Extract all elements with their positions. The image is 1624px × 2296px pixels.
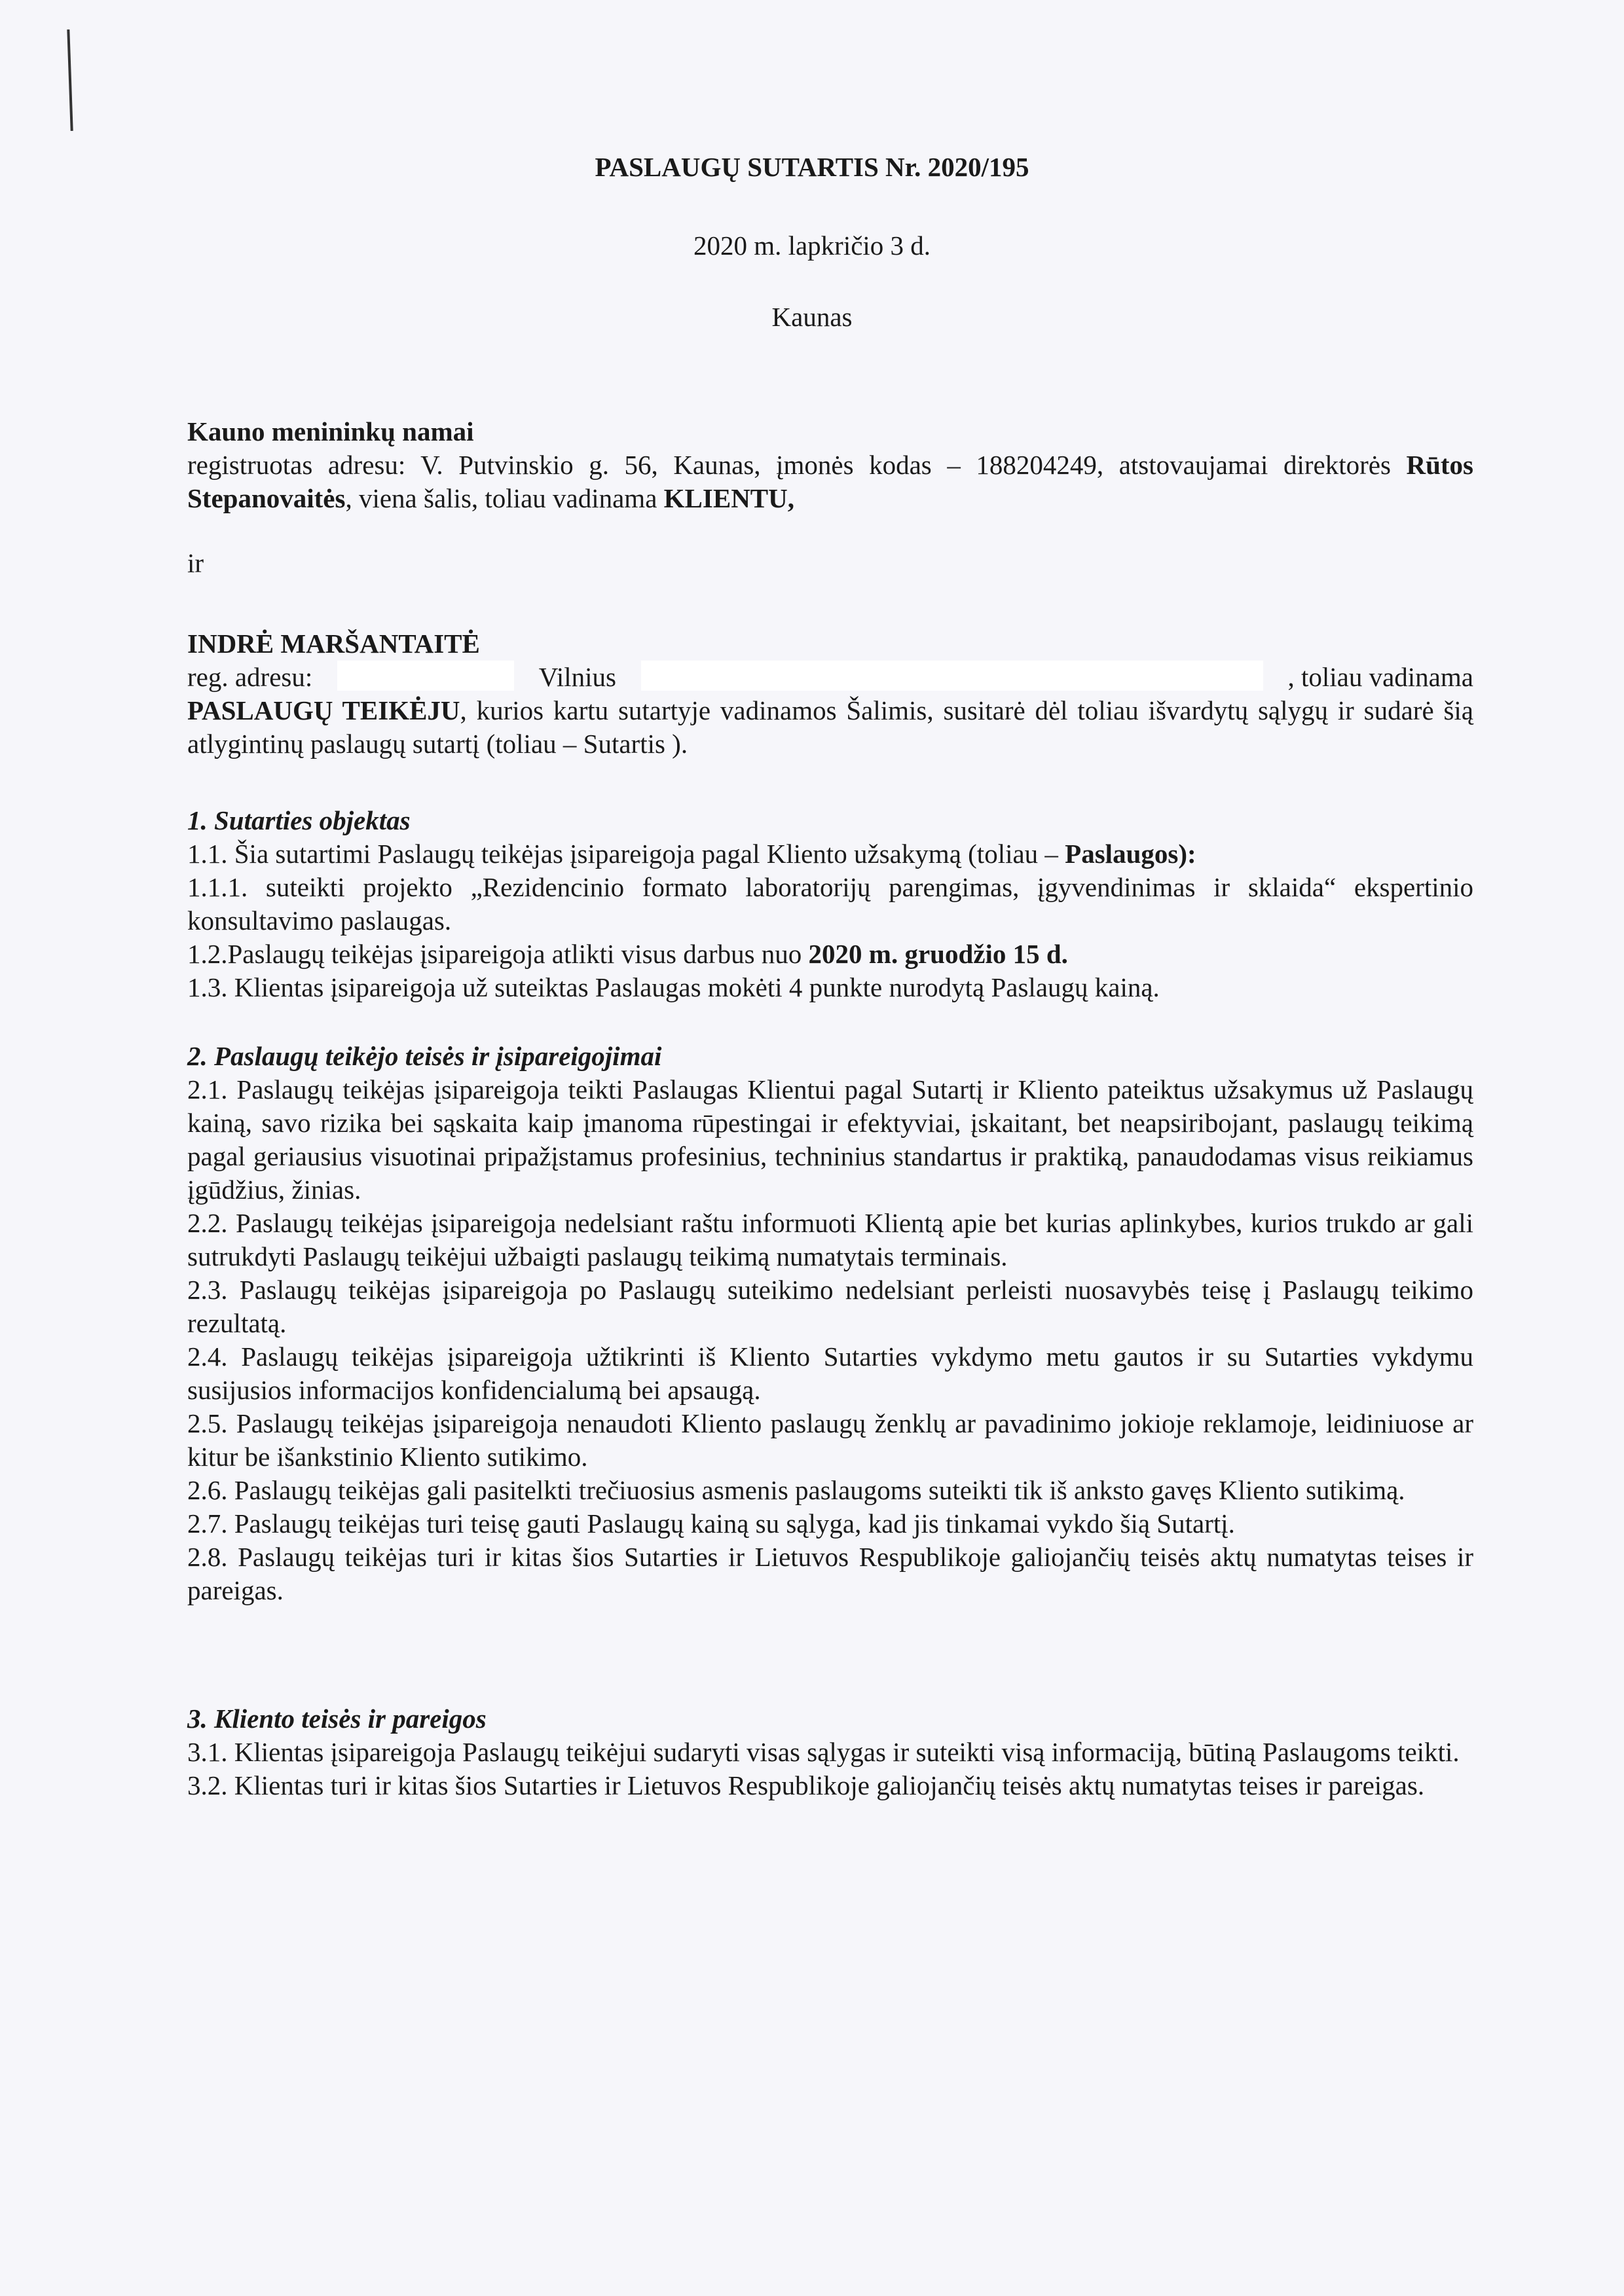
- provider-tail: , kurios kartu sutartyje vadinamos Šalimis, susitarė dėl toliau išvardytų sąlygų ir sudarė šią atlygintinų paslaugų sutartį (toliau – Sutartis ).: [187, 695, 1473, 759]
- section-2: [187, 1040, 1473, 1607]
- section-1: [187, 804, 1473, 1004]
- client-details: [187, 448, 1473, 515]
- clause-1-2: [187, 938, 1473, 971]
- clause: 2.6. Paslaugų teikėjas gali pasitelkti trečiuosius asmenis paslaugoms suteikti tik iš anksto gavęs Kliento sutikimą.: [187, 1475, 1405, 1505]
- address-label: reg. adresu:: [187, 662, 313, 692]
- address-city: Vilnius: [538, 662, 616, 692]
- address-tail: , toliau vadinama: [1287, 662, 1473, 692]
- clause-1-1-1: 1.1.1. suteikti projekto „Rezidencinio formato laboratorijų parengimas, įgyvendinimas ir sklaida“ ekspertinio konsultavimo paslaugas.: [187, 872, 1473, 936]
- redacted-box: [337, 661, 514, 691]
- document-title: PASLAUGŲ SUTARTIS Nr. 2020/195: [595, 152, 1029, 182]
- clause: 3.1. Klientas įsipareigoja Paslaugų teikėjui sudaryti visas sąlygas ir suteikti visą informaciją, būtiną Paslaugoms teikti.: [187, 1737, 1460, 1767]
- pen-mark: [67, 29, 73, 131]
- and-word: ir: [187, 548, 204, 578]
- clause-text: 1.2.Paslaugų teikėjas įsipareigoja atlikti visus darbus nuo: [187, 939, 809, 969]
- party-client: [187, 415, 1473, 515]
- section-heading: 2. Paslaugų teikėjo teisės ir įsipareigojimai: [187, 1041, 662, 1071]
- client-role: KLIENTU,: [663, 483, 795, 513]
- party-provider: [187, 627, 1473, 761]
- provider-name: INDRĖ MARŠANTAITĖ: [187, 629, 480, 659]
- redacted-box: [641, 661, 1263, 691]
- client-text: , viena šalis, toliau vadinama: [345, 483, 664, 513]
- section-3: [187, 1702, 1473, 1802]
- clause: 2.4. Paslaugų teikėjas įsipareigoja užtikrinti iš Kliento Sutarties vykdymo metu gautos ir su Sutarties vykdymu susijusios informacijos konfidencialumą bei apsaugą.: [187, 1341, 1473, 1405]
- clause: 2.7. Paslaugų teikėjas turi teisę gauti Paslaugų kainą su sąlyga, kad jis tinkamai vykdo šią Sutartį.: [187, 1508, 1235, 1539]
- client-representative: Rūtos Stepanovaitės: [187, 450, 1473, 513]
- clause-1-1: [187, 837, 1473, 871]
- clause-bold: 2020 m. gruodžio 15 d.: [808, 939, 1068, 969]
- clause: 2.5. Paslaugų teikėjas įsipareigoja nenaudoti Kliento paslaugų ženklų ar pavadinimo jokioje reklamoje, leidiniuose ar kitur be išankstinio Kliento sutikimo.: [187, 1408, 1473, 1472]
- document-city: Kaunas: [771, 302, 853, 332]
- clause-bold: Paslaugos):: [1065, 839, 1196, 869]
- client-address: registruotas adresu: V. Putvinskio g. 56, Kaunas, įmonės kodas – 188204249, atstovaujamai direktorės: [187, 450, 1407, 480]
- clause: 2.1. Paslaugų teikėjas įsipareigoja teikti Paslaugas Klientui pagal Sutartį ir Kliento pateiktus užsakymus už Paslaugų kainą, savo rizika bei sąskaita kaip įmanoma rūpestingai ir efektyviai, įskaitant, bet neapsiribojant, paslaugų teikimą pagal geriausius visuotinai pripažįstamus profesinius, techninius standartus ir praktiką, panaudodamas visus reikiamus įgūdžius, žinias.: [187, 1074, 1473, 1205]
- section-heading: 3. Kliento teisės ir pareigos: [187, 1704, 487, 1734]
- document-date: 2020 m. lapkričio 3 d.: [693, 230, 931, 261]
- clause: 2.2. Paslaugų teikėjas įsipareigoja nedelsiant raštu informuoti Klientą apie bet kurias aplinkybes, kurios trukdo ar gali sutrukdyti Paslaugų teikėjui užbaigti paslaugų teikimą numatytais terminais.: [187, 1208, 1473, 1271]
- clause: 2.3. Paslaugų teikėjas įsipareigoja po Paslaugų suteikimo nedelsiant perleisti nuosavybės teisę į Paslaugų teikimo rezultatą.: [187, 1275, 1473, 1338]
- provider-role: PASLAUGŲ TEIKĖJU: [187, 695, 460, 725]
- section-heading: 1. Sutarties objektas: [187, 805, 411, 835]
- client-name: Kauno menininkų namai: [187, 416, 474, 446]
- clause: 3.2. Klientas turi ir kitas šios Sutarties ir Lietuvos Respublikoje galiojančių teisės aktų numatytas teises ir pareigas.: [187, 1770, 1425, 1800]
- provider-address: [187, 661, 1473, 694]
- provider-role-text: [187, 694, 1473, 761]
- clause: 2.8. Paslaugų teikėjas turi ir kitas šios Sutarties ir Lietuvos Respublikoje galiojančių teisės aktų numatytas teises ir pareigas.: [187, 1542, 1473, 1605]
- clause-text: 1.1. Šia sutartimi Paslaugų teikėjas įsipareigoja pagal Kliento užsakymą (toliau –: [187, 839, 1065, 869]
- clause-1-3: 1.3. Klientas įsipareigoja už suteiktas Paslaugas mokėti 4 punkte nurodytą Paslaugų kainą.: [187, 972, 1160, 1002]
